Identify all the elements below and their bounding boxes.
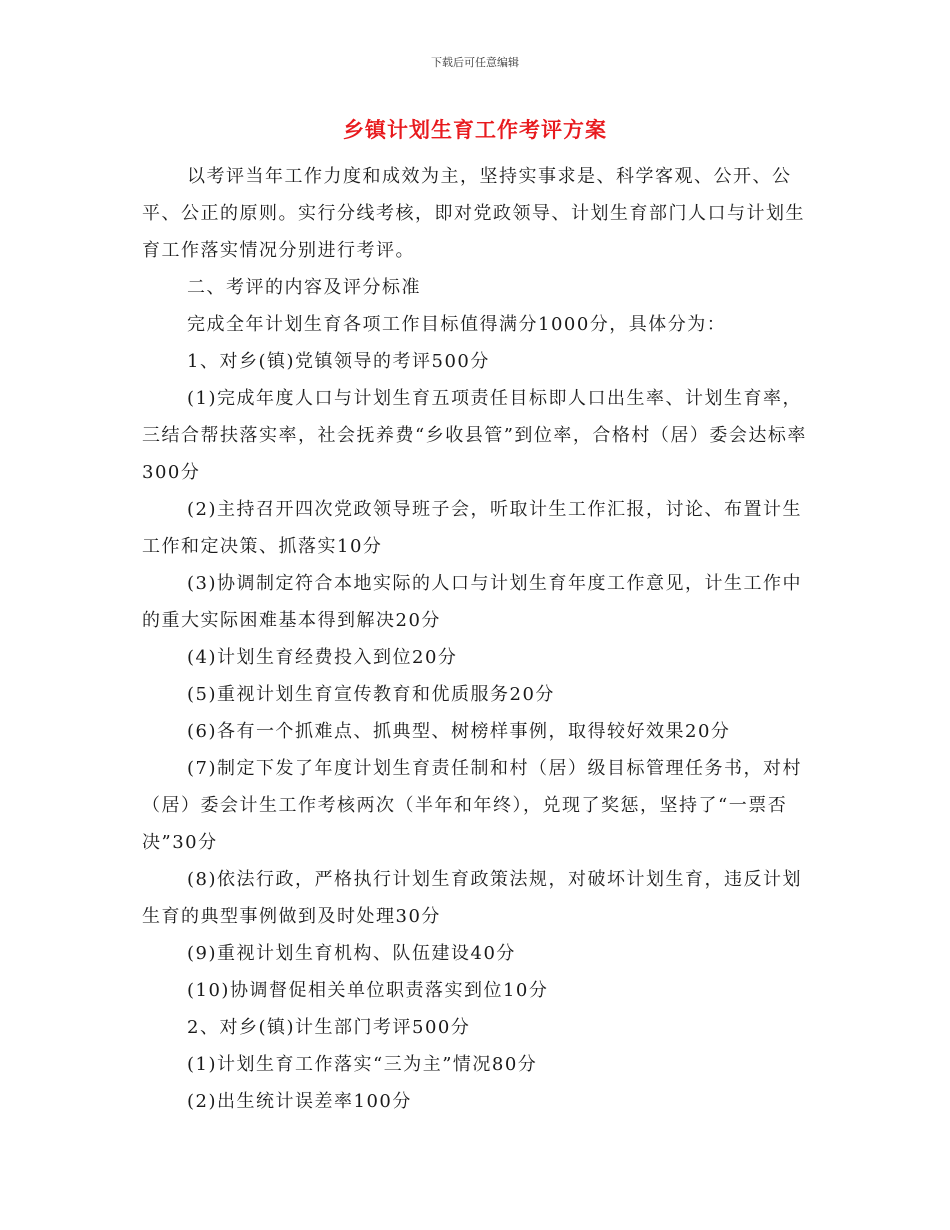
list-item: (7)制定下发了年度计划生育责任制和村（居）级目标管理任务书，对村（居）委会计生工作考核两次（半年和年终），兑现了奖惩，坚持了“一票否决”30分: [142, 758, 802, 853]
paragraph-principles: 以考评当年工作力度和成效为主，坚持实事求是、科学客观、公开、公平、公正的原则。实行分线考核，即对党政领导、计划生育部门人口与计划生育工作落实情况分别进行考评。: [142, 166, 805, 261]
list-item: (4)计划生育经费投入到位20分: [187, 647, 458, 668]
subsection-heading-department: 2、对乡(镇)计生部门考评500分: [187, 1017, 471, 1038]
document-title: 乡镇计划生育工作考评方案: [343, 117, 607, 142]
list-item: (3)协调制定符合本地实际的人口与计划生育年度工作意见，计生工作中的重大实际困难基本得到解决20分: [142, 573, 802, 631]
list-item: (5)重视计划生育宣传教育和优质服务20分: [187, 684, 555, 705]
paragraph-total-score: 完成全年计划生育各项工作目标值得满分1000分，具体分为：: [187, 314, 727, 335]
list-item: (10)协调督促相关单位职责落实到位10分: [187, 980, 549, 1001]
list-item: (9)重视计划生育机构、队伍建设40分: [187, 943, 516, 964]
header-note: 下载后可任意编辑: [431, 56, 519, 69]
subsection-heading-leaders: 1、对乡(镇)党镇领导的考评500分: [187, 351, 490, 372]
list-item: (2)出生统计误差率100分: [187, 1091, 412, 1112]
list-item: (6)各有一个抓难点、抓典型、树榜样事例，取得较好效果20分: [187, 721, 731, 742]
list-item: (1)计划生育工作落实“三为主”情况80分: [187, 1054, 538, 1075]
list-item: (1)完成年度人口与计划生育五项责任目标即人口出生率、计划生育率，三结合帮扶落实率，社会抚养费“乡收县管”到位率，合格村（居）委会达标率300分: [142, 388, 807, 483]
document-body: [142, 158, 814, 1120]
section-heading-content: 二、考评的内容及评分标准: [187, 277, 421, 298]
list-item: (8)依法行政，严格执行计划生育政策法规，对破坏计划生育，违反计划生育的典型事例做到及时处理30分: [142, 869, 802, 927]
list-item: (2)主持召开四次党政领导班子会，听取计生工作汇报，讨论、布置计生工作和定决策、抓落实10分: [142, 499, 802, 557]
